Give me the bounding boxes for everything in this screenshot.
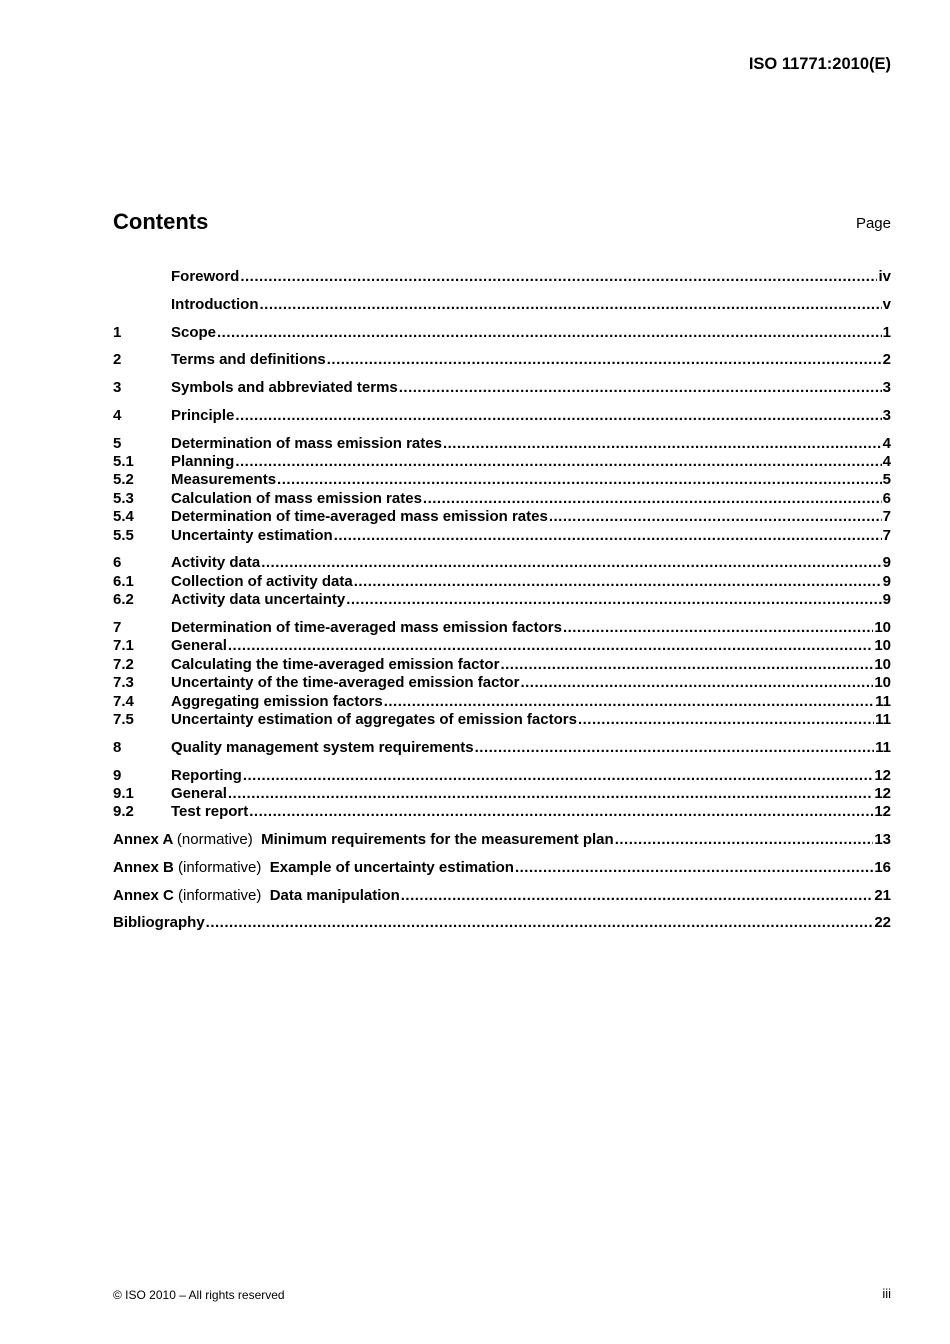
toc-entry-page: iv bbox=[878, 268, 891, 285]
toc-leader-dots bbox=[520, 674, 873, 692]
toc-entry[interactable] bbox=[113, 803, 891, 821]
toc-entry-title: General bbox=[171, 637, 227, 655]
toc-entry[interactable] bbox=[113, 508, 891, 526]
toc-annex-heading bbox=[113, 887, 400, 905]
toc-entry-number: 7.2 bbox=[113, 655, 134, 673]
toc-entry[interactable] bbox=[113, 619, 891, 637]
toc-entry-title: Determination of time-averaged mass emission rates bbox=[171, 508, 548, 526]
toc-entry[interactable] bbox=[113, 324, 891, 342]
toc-entry-page: 16 bbox=[874, 858, 891, 876]
toc-annex-kind: (informative) bbox=[178, 858, 262, 876]
toc-leader-dots bbox=[563, 619, 873, 637]
toc-leader-dots bbox=[240, 268, 877, 286]
toc-annex-heading bbox=[113, 831, 614, 849]
toc-entry-title: Activity data uncertainty bbox=[171, 591, 346, 609]
toc-entry-title: Foreword bbox=[171, 268, 240, 285]
toc-leader-dots bbox=[243, 767, 873, 785]
toc-entry-title: Terms and definitions bbox=[171, 351, 326, 369]
toc-annex-label: Annex C bbox=[113, 886, 174, 904]
toc-leader-dots bbox=[423, 490, 882, 508]
toc-entry-number: 8 bbox=[113, 738, 122, 756]
toc-entry-title: Scope bbox=[171, 323, 217, 341]
toc-entry[interactable] bbox=[113, 407, 891, 425]
toc-entry[interactable] bbox=[113, 573, 891, 591]
toc-entry-number: 5.4 bbox=[113, 508, 134, 526]
toc-entry-title: Bibliography bbox=[113, 914, 205, 932]
toc-entry-number: 9.2 bbox=[113, 803, 134, 821]
toc-entry[interactable] bbox=[113, 554, 891, 572]
toc-entry[interactable] bbox=[113, 490, 891, 508]
toc-entry-title: Determination of time-averaged mass emission factors bbox=[171, 618, 562, 636]
toc-entry-number: 5 bbox=[113, 434, 122, 452]
toc-entry-number: 7.1 bbox=[113, 637, 134, 655]
toc-entry-page: 11 bbox=[875, 710, 891, 728]
toc-entry[interactable] bbox=[113, 785, 891, 803]
toc-leader-dots bbox=[277, 471, 882, 489]
toc-leader-dots bbox=[217, 324, 882, 342]
toc-entry-number: 1 bbox=[113, 323, 122, 341]
toc-entry-page: 6 bbox=[882, 489, 891, 507]
document-id: ISO 11771:2010(E) bbox=[748, 55, 891, 73]
toc-entry-title: Introduction bbox=[171, 295, 259, 313]
toc-entry[interactable] bbox=[113, 767, 891, 785]
toc-annex-title: Data manipulation bbox=[269, 886, 400, 904]
toc-leader-dots bbox=[261, 554, 881, 572]
toc-entry-page: 10 bbox=[874, 674, 891, 692]
toc-bibliography-entry[interactable] bbox=[113, 914, 891, 932]
toc-entry-title: Calculating the time-averaged emission factor bbox=[171, 655, 500, 673]
toc-entry-title: Symbols and abbreviated terms bbox=[171, 379, 398, 397]
toc-entry-page: 2 bbox=[882, 351, 891, 369]
toc-entry-number: 7.4 bbox=[113, 692, 134, 710]
toc-entry-title: Test report bbox=[171, 803, 249, 821]
copyright-notice: © ISO 2010 – All rights reserved bbox=[113, 1288, 285, 1302]
toc-entry[interactable] bbox=[113, 674, 891, 692]
toc-entry-number: 6.1 bbox=[113, 572, 134, 590]
toc-entry-page: 9 bbox=[882, 591, 891, 609]
toc-entry-number: 6.2 bbox=[113, 591, 134, 609]
toc-entry-page: 10 bbox=[874, 618, 891, 636]
toc-entry-number: 2 bbox=[113, 351, 122, 369]
toc-entry-title: Measurements bbox=[171, 471, 277, 489]
toc-annex-title: Minimum requirements for the measurement plan bbox=[261, 831, 614, 849]
toc-leader-dots bbox=[384, 693, 874, 711]
toc-annex-label: Annex A bbox=[113, 831, 173, 849]
toc-annex-kind: (normative) bbox=[176, 831, 253, 849]
toc-annex-heading bbox=[113, 859, 514, 877]
toc-entry-page: 22 bbox=[874, 914, 891, 932]
toc-leader-dots bbox=[249, 803, 873, 821]
contents-title: Contents bbox=[113, 209, 209, 234]
toc-entry[interactable] bbox=[113, 637, 891, 655]
toc-entry-page: 1 bbox=[882, 323, 891, 341]
page-column-label: Page bbox=[855, 215, 891, 232]
toc-entry-title: Activity data bbox=[171, 554, 261, 572]
toc-leader-dots bbox=[228, 785, 873, 803]
toc-entry[interactable] bbox=[113, 268, 891, 286]
toc-entry[interactable] bbox=[113, 435, 891, 453]
toc-leader-dots bbox=[401, 887, 874, 905]
toc-entry-page: 7 bbox=[882, 508, 891, 526]
toc-entry-number: 7.3 bbox=[113, 674, 134, 692]
toc-entry-number: 6 bbox=[113, 554, 122, 572]
toc-entry-number: 5.3 bbox=[113, 489, 134, 507]
toc-annex-title: Example of uncertainty estimation bbox=[269, 858, 514, 876]
toc-leader-dots bbox=[235, 453, 881, 471]
toc-leader-dots bbox=[399, 379, 882, 397]
toc-entry-page: 21 bbox=[874, 886, 891, 904]
toc-leader-dots bbox=[515, 859, 873, 877]
toc-entry-page: 9 bbox=[882, 572, 891, 590]
toc-entry[interactable] bbox=[113, 711, 891, 729]
toc-entry-title: Determination of mass emission rates bbox=[171, 434, 442, 452]
toc-entry-number: 4 bbox=[113, 406, 122, 424]
toc-entry[interactable] bbox=[113, 527, 891, 545]
table-of-contents bbox=[113, 268, 891, 933]
toc-leader-dots bbox=[549, 508, 882, 526]
toc-entry[interactable] bbox=[113, 453, 891, 471]
toc-entry-page: 12 bbox=[874, 803, 891, 821]
toc-entry-number: 7 bbox=[113, 618, 122, 636]
toc-entry-title: Aggregating emission factors bbox=[171, 692, 383, 710]
toc-entry[interactable] bbox=[113, 693, 891, 711]
toc-entry-title: Calculation of mass emission rates bbox=[171, 489, 422, 507]
toc-entry-number: 3 bbox=[113, 379, 122, 397]
toc-annex-entry[interactable] bbox=[113, 831, 891, 849]
toc-annex-label: Annex B bbox=[113, 858, 174, 876]
toc-entry-page: 12 bbox=[874, 766, 891, 784]
toc-entry-number: 9.1 bbox=[113, 784, 134, 802]
toc-annex-entry[interactable] bbox=[113, 887, 891, 905]
toc-entry-page: 3 bbox=[882, 406, 891, 424]
toc-entry-number: 7.5 bbox=[113, 710, 134, 728]
toc-leader-dots bbox=[354, 573, 882, 591]
page-number: iii bbox=[882, 1286, 891, 1301]
toc-entry-title: Planning bbox=[171, 453, 235, 471]
toc-entry-title: Uncertainty estimation bbox=[171, 526, 333, 544]
toc-entry-title: Reporting bbox=[171, 766, 242, 784]
toc-leader-dots bbox=[327, 351, 882, 369]
toc-entry[interactable] bbox=[113, 656, 891, 674]
toc-entry-page: 4 bbox=[882, 434, 891, 452]
toc-entry-page: 10 bbox=[874, 637, 891, 655]
toc-entry-page: 11 bbox=[875, 738, 891, 756]
toc-entry-page: 12 bbox=[874, 784, 891, 802]
toc-entry-number: 5.5 bbox=[113, 526, 134, 544]
toc-leader-dots bbox=[228, 637, 873, 655]
toc-entry[interactable] bbox=[113, 739, 891, 757]
toc-annex-kind: (informative) bbox=[178, 886, 262, 904]
toc-entry-page: 13 bbox=[874, 831, 891, 849]
toc-entry-title: Uncertainty estimation of aggregates of emission factors bbox=[171, 710, 577, 728]
toc-entry-page: v bbox=[882, 295, 891, 313]
toc-entry-title: Uncertainty of the time-averaged emission factor bbox=[171, 674, 520, 692]
toc-entry-page: 3 bbox=[882, 379, 891, 397]
toc-entry-page: 5 bbox=[882, 471, 891, 489]
toc-entry-page: 11 bbox=[875, 692, 891, 710]
toc-leader-dots bbox=[443, 435, 882, 453]
toc-entry[interactable] bbox=[113, 471, 891, 489]
toc-leader-dots bbox=[615, 831, 874, 849]
toc-leader-dots bbox=[346, 591, 881, 609]
toc-entry[interactable] bbox=[113, 591, 891, 609]
toc-leader-dots bbox=[235, 407, 881, 425]
toc-entry-title: Quality management system requirements bbox=[171, 738, 474, 756]
toc-entry[interactable] bbox=[113, 296, 891, 314]
toc-entry-number: 5.2 bbox=[113, 471, 134, 489]
toc-entry-number: 5.1 bbox=[113, 453, 134, 471]
toc-entry-number: 9 bbox=[113, 766, 122, 784]
toc-entry-page: 7 bbox=[882, 526, 891, 544]
toc-entry-title: Principle bbox=[171, 406, 235, 424]
toc-leader-dots bbox=[334, 527, 882, 545]
toc-leader-dots bbox=[206, 914, 874, 932]
toc-annex-entry[interactable] bbox=[113, 859, 891, 877]
toc-entry[interactable] bbox=[113, 379, 891, 397]
toc-leader-dots bbox=[259, 296, 881, 314]
toc-entry-page: 10 bbox=[874, 655, 891, 673]
toc-entry-page: 4 bbox=[882, 453, 891, 471]
toc-leader-dots bbox=[500, 656, 873, 674]
toc-entry-page: 9 bbox=[882, 554, 891, 572]
toc-leader-dots bbox=[578, 711, 874, 729]
toc-entry-title: General bbox=[171, 784, 227, 802]
toc-leader-dots bbox=[475, 739, 875, 757]
toc-entry[interactable] bbox=[113, 351, 891, 369]
toc-entry-title: Collection of activity data bbox=[171, 572, 353, 590]
